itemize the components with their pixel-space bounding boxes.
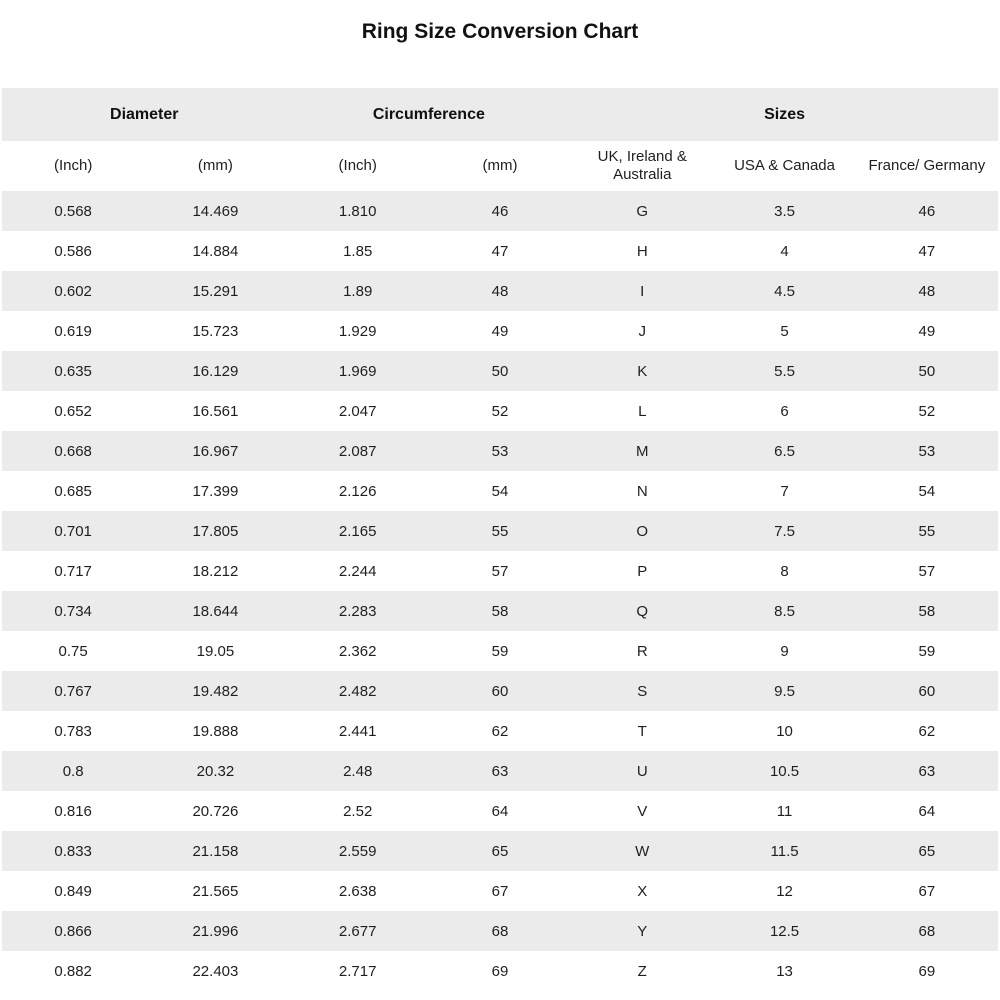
table-cell: K [637,362,648,380]
table-cell: 69 [918,962,936,980]
table-cell: 46 [491,202,509,220]
table-cell: 1.89 [343,282,373,300]
table-row [2,791,998,831]
table-cell: 5 [780,322,789,340]
table-cell: 55 [918,522,936,540]
table-cell: 0.816 [54,802,92,820]
table-cell: 19.05 [196,642,235,660]
table-row [2,951,998,991]
table-row [2,191,998,231]
table-cell: 68 [918,922,936,940]
table-cell: 9 [780,642,789,660]
table-row [2,471,998,511]
table-cell: 58 [918,602,936,620]
table-cell: 16.129 [192,362,239,380]
column-header-uk-ireland-australia: UK, Ireland & Australia [571,141,713,191]
table-cell: 6 [780,402,789,420]
table-cell: 49 [918,322,936,340]
table-cell: 52 [491,402,509,420]
table-cell: N [636,482,648,500]
table-cell: 2.441 [338,722,377,740]
table-cell: H [636,242,648,260]
group-header-row [2,88,998,141]
column-header-diameter-mm: (mm) [144,141,286,191]
page-title: Ring Size Conversion Chart [361,20,639,43]
table-cell: I [640,282,645,300]
table-cell: 2.362 [338,642,377,660]
table-cell: 11.5 [770,842,799,860]
column-header-france-germany: France/ Germany [856,141,998,191]
table-cell: 16.967 [192,442,239,460]
table-cell: 59 [491,642,509,660]
table-row [2,351,998,391]
table-cell: 17.805 [192,522,239,540]
table-cell: 48 [918,282,936,300]
table-cell: 2.52 [343,802,373,820]
table-cell: 15.723 [192,322,239,340]
table-cell: 0.734 [54,602,92,620]
table-cell: 0.602 [54,282,92,300]
table-cell: 0.619 [54,322,92,340]
table-cell: 57 [918,562,936,580]
table-cell: 65 [918,842,936,860]
table-row [2,311,998,351]
table-cell: P [637,562,648,580]
table-row [2,911,998,951]
table-row [2,871,998,911]
table-cell: 0.652 [54,402,92,420]
table-cell: 0.882 [54,962,92,980]
table-row [2,671,998,711]
table-cell: 67 [491,882,509,900]
table-cell: 4 [780,242,789,260]
table-cell: 0.849 [54,882,92,900]
table-cell: 48 [491,282,509,300]
table-cell: 0.75 [58,642,88,660]
table-cell: 19.888 [192,722,239,740]
table-cell: 4.5 [774,282,795,300]
table-cell: 9.5 [774,682,795,700]
table-cell: 0.783 [54,722,92,740]
table-cell: 52 [918,402,936,420]
table-row [2,551,998,591]
table-cell: 16.561 [192,402,239,420]
table-cell: 2.482 [338,682,377,700]
table-cell: 55 [491,522,509,540]
table-cell: 0.568 [54,202,92,220]
table-cell: 62 [491,722,509,740]
column-header-usa-canada: USA & Canada [713,141,855,191]
table-cell: 2.244 [338,562,377,580]
group-header-diameter: Diameter [2,88,287,141]
table-cell: 64 [918,802,936,820]
table-cell: 0.586 [54,242,92,260]
table-cell: 60 [918,682,936,700]
table-cell: O [636,522,649,540]
table-cell: 54 [918,482,936,500]
table-cell: 65 [491,842,509,860]
table-cell: W [635,842,650,860]
table-cell: 1.810 [338,202,377,220]
table-cell: 2.087 [338,442,377,460]
table-cell: 21.158 [192,842,239,860]
table-cell: 0.8 [62,762,84,780]
table-cell: X [637,882,648,900]
table-cell: 64 [491,802,509,820]
table-body [2,191,998,991]
table-cell: 2.126 [338,482,377,500]
group-header-circumference: Circumference [287,88,572,141]
table-row [2,831,998,871]
table-cell: 57 [491,562,509,580]
table-cell: 8 [780,562,789,580]
table-row [2,511,998,551]
table-cell: 49 [491,322,509,340]
table-cell: 14.884 [192,242,239,260]
table-cell: 2.283 [338,602,377,620]
table-row [2,431,998,471]
table-cell: 2.638 [338,882,377,900]
table-cell: M [636,442,649,460]
table-cell: 2.717 [338,962,377,980]
table-cell: 68 [491,922,509,940]
table-cell: 2.047 [338,402,377,420]
table-cell: 46 [918,202,936,220]
table-row [2,271,998,311]
table-cell: 10 [776,722,793,740]
table-cell: 18.212 [192,562,239,580]
table-cell: G [636,202,649,220]
table-cell: 22.403 [192,962,239,980]
table-cell: 12 [776,882,793,900]
column-header-row [2,141,998,191]
table-cell: S [637,682,648,700]
table-cell: 7 [780,482,789,500]
table-cell: 53 [491,442,509,460]
table-cell: R [636,642,648,660]
table-cell: 0.635 [54,362,92,380]
table-cell: Z [637,962,647,980]
table-cell: 20.726 [192,802,239,820]
table-row [2,631,998,671]
table-cell: 7.5 [774,522,795,540]
table-cell: 2.559 [338,842,377,860]
group-header-sizes: Sizes [571,88,998,141]
table-cell: 50 [491,362,509,380]
column-header-circumference-inch: (Inch) [287,141,429,191]
table-cell: Q [636,602,649,620]
table-row [2,711,998,751]
table-cell: 0.767 [54,682,92,700]
table-cell: 50 [918,362,936,380]
table-cell: 20.32 [196,762,235,780]
table-cell: 1.929 [338,322,377,340]
table-cell: 47 [918,242,936,260]
table-cell: 8.5 [774,602,795,620]
table-cell: T [637,722,647,740]
column-header-circumference-mm: (mm) [429,141,571,191]
table-cell: 0.717 [54,562,92,580]
table-row [2,391,998,431]
table-cell: 19.482 [192,682,239,700]
table-cell: 0.701 [54,522,92,540]
table-cell: 67 [918,882,936,900]
table-cell: 53 [918,442,936,460]
table-row [2,751,998,791]
table-cell: 60 [491,682,509,700]
ring-size-conversion-table [2,88,998,991]
table-cell: 0.866 [54,922,92,940]
table-cell: 2.677 [338,922,377,940]
table-row [2,591,998,631]
table-cell: 0.668 [54,442,92,460]
table-row [2,231,998,271]
table-cell: 14.469 [192,202,239,220]
table-cell: 2.48 [343,762,373,780]
table-cell: 58 [491,602,509,620]
table-cell: 1.85 [343,242,373,260]
table-cell: U [636,762,648,780]
table-cell: 54 [491,482,509,500]
table-cell: 63 [491,762,509,780]
table-cell: 47 [491,242,509,260]
table-cell: J [638,322,647,340]
table-cell: 5.5 [774,362,795,380]
table-cell: 1.969 [338,362,377,380]
table-cell: 62 [918,722,936,740]
table-cell: Y [637,922,648,940]
table-cell: L [638,402,647,420]
table-cell: 2.165 [338,522,377,540]
table-cell: 15.291 [192,282,239,300]
table-cell: 0.833 [54,842,92,860]
table-cell: 12.5 [769,922,800,940]
table-cell: V [637,802,648,820]
table-cell: 63 [918,762,936,780]
table-cell: 21.565 [192,882,239,900]
table-cell: 10.5 [769,762,800,780]
table-cell: 59 [918,642,936,660]
table-cell: 18.644 [192,602,239,620]
column-header-diameter-inch: (Inch) [2,141,144,191]
table-cell: 11 [776,802,793,820]
table-cell: 69 [491,962,509,980]
table-cell: 13 [776,962,793,980]
table-cell: 3.5 [774,202,795,220]
table-cell: 17.399 [192,482,239,500]
table-cell: 21.996 [192,922,239,940]
table-cell: 6.5 [774,442,795,460]
table-cell: 0.685 [54,482,92,500]
